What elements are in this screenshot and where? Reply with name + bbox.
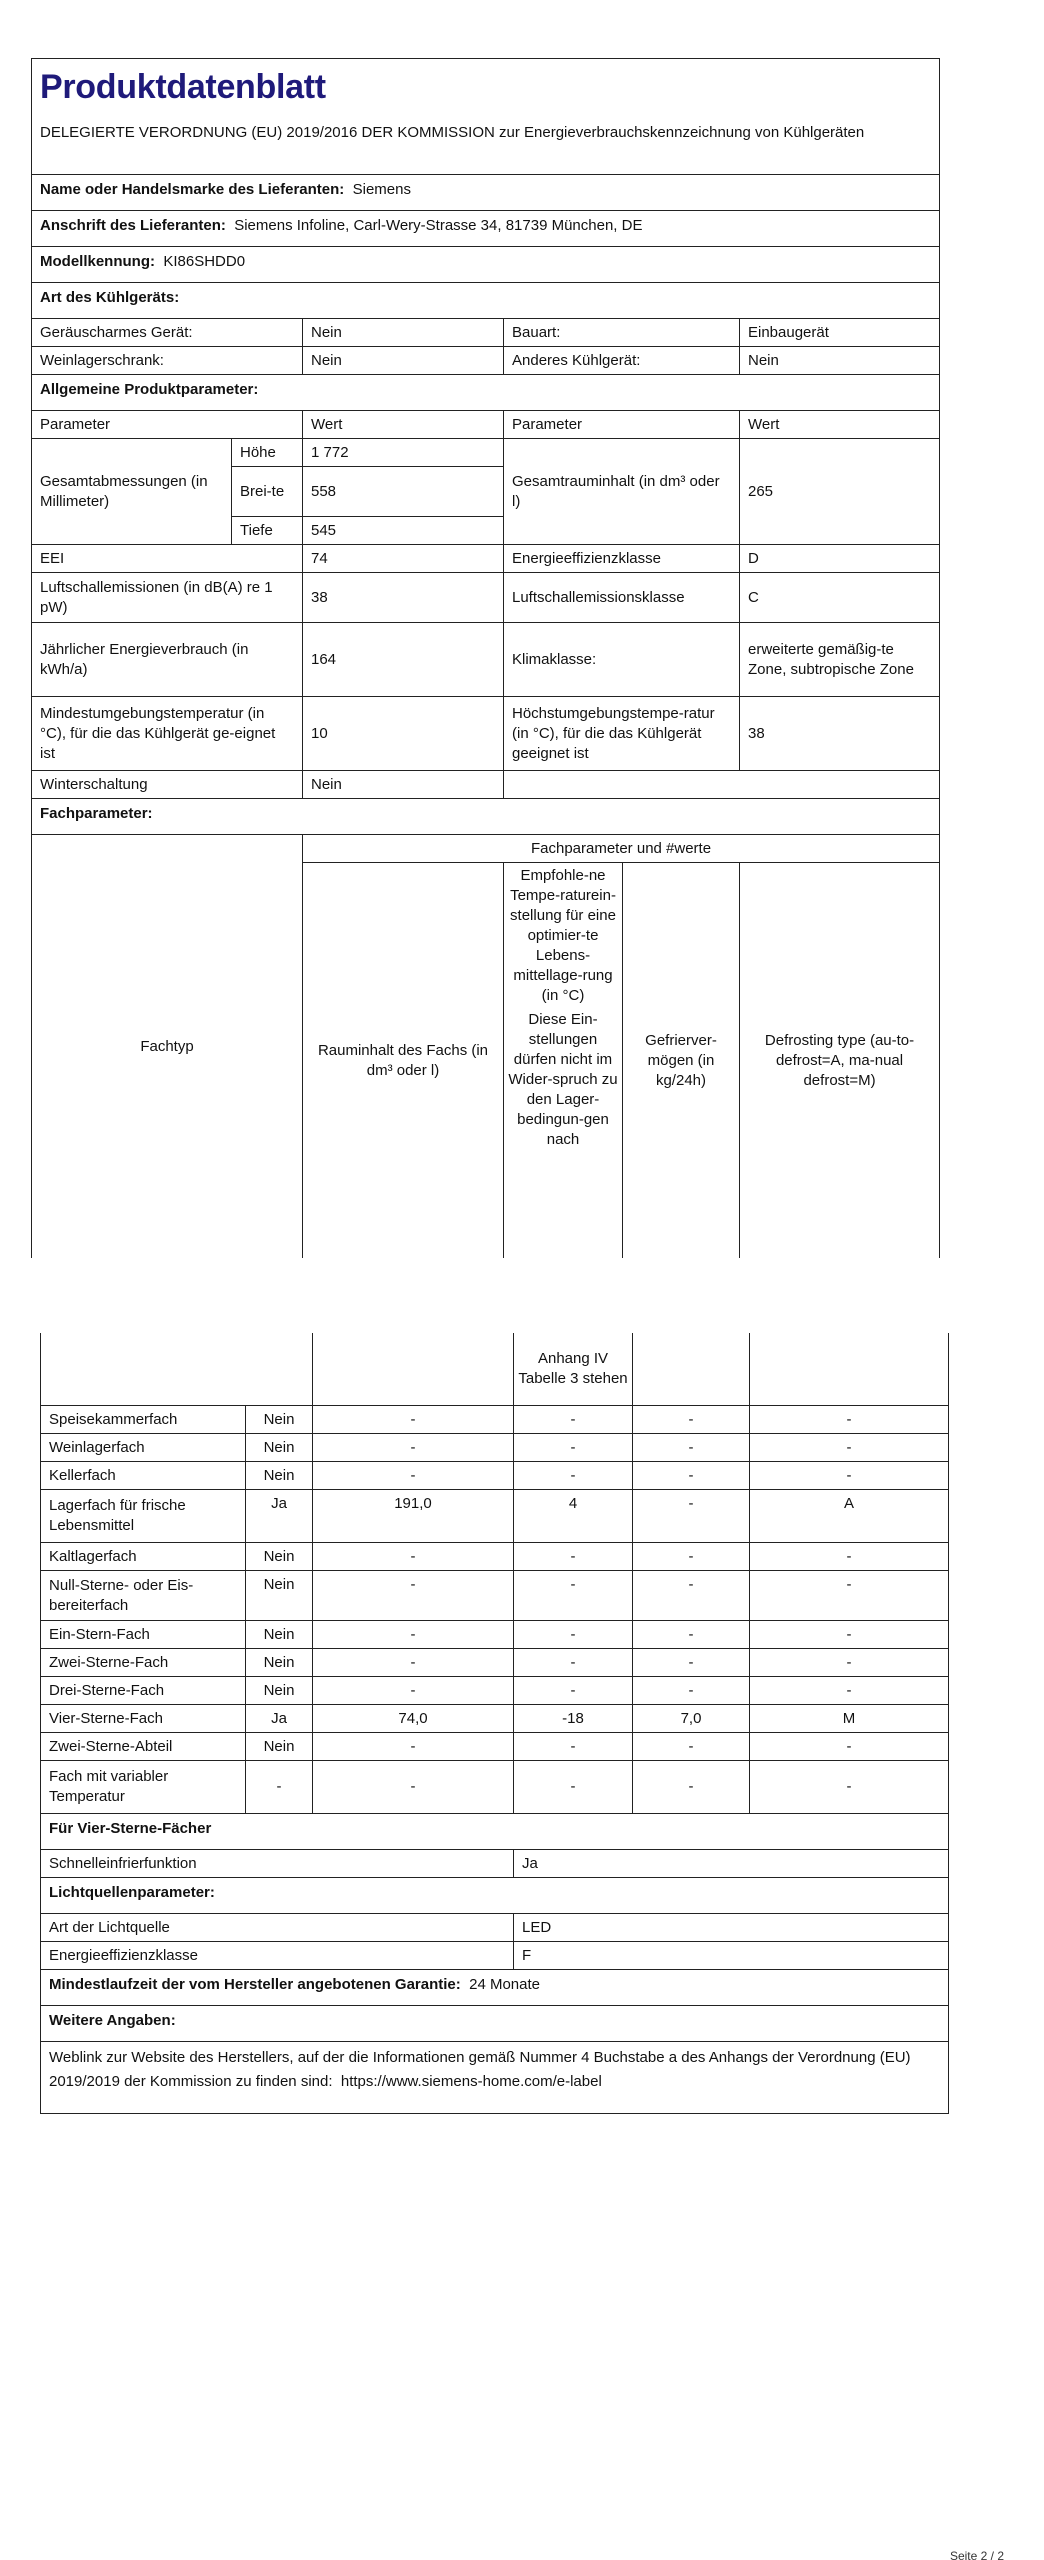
compartment-freeze: - bbox=[633, 1676, 750, 1704]
compartment-volume: - bbox=[313, 1433, 514, 1461]
compartment-defrost: A bbox=[750, 1489, 949, 1542]
table-row bbox=[41, 1461, 949, 1489]
compartment-temp: - bbox=[514, 1676, 633, 1704]
col-group-header: Fachparameter und #werte bbox=[303, 835, 940, 863]
col-freeze: Gefrierver-mögen (in kg/24h) bbox=[623, 863, 740, 1258]
dimensions-label: Gesamtabmessungen (in Millimeter) bbox=[32, 439, 232, 545]
compartment-type: Zwei-Sterne-Abteil bbox=[41, 1732, 246, 1760]
quick-freeze-row bbox=[41, 1849, 949, 1877]
compartment-type: Zwei-Sterne-Fach bbox=[41, 1648, 246, 1676]
compartment-volume: - bbox=[313, 1676, 514, 1704]
light-type-row bbox=[41, 1913, 949, 1941]
title-row bbox=[32, 59, 940, 175]
four-star-heading: Für Vier-Sterne-Fächer bbox=[41, 1813, 949, 1849]
height-label: Höhe bbox=[232, 439, 303, 467]
dimensions-row-height bbox=[32, 439, 940, 467]
noise-emission-label: Luftschallemissionen (in dB(A) re 1 pW) bbox=[32, 573, 303, 623]
compartment-volume: - bbox=[313, 1620, 514, 1648]
compartment-table bbox=[40, 1333, 949, 2114]
datasheet-table-top bbox=[31, 58, 940, 835]
datasheet-page-2 bbox=[40, 1333, 948, 2114]
datasheet-page-1 bbox=[31, 58, 939, 1258]
compartment-volume: - bbox=[313, 1760, 514, 1813]
winter-row bbox=[32, 771, 940, 799]
compartment-type: Fach mit variabler Temperatur bbox=[41, 1760, 246, 1813]
compartment-group-header bbox=[32, 835, 940, 863]
annual-energy-label: Jährlicher Energieverbrauch (in kWh/a) bbox=[32, 623, 303, 697]
compartment-freeze: - bbox=[633, 1760, 750, 1813]
other-appliance-value: Nein bbox=[740, 347, 940, 375]
empty-cell bbox=[41, 1333, 313, 1405]
compartment-freeze: 7,0 bbox=[633, 1704, 750, 1732]
col-header-value: Wert bbox=[303, 411, 504, 439]
eei-row bbox=[32, 545, 940, 573]
compartment-volume: - bbox=[313, 1461, 514, 1489]
compartment-defrost: - bbox=[750, 1433, 949, 1461]
device-type-row bbox=[32, 319, 940, 347]
supplier-name-row bbox=[32, 175, 940, 211]
low-noise-label: Geräuscharmes Gerät: bbox=[32, 319, 303, 347]
height-value: 1 772 bbox=[303, 439, 504, 467]
compartment-type: Kellerfach bbox=[41, 1461, 246, 1489]
noise-row bbox=[32, 573, 940, 623]
regulation-text: DELEGIERTE VERORDNUNG (EU) 2019/2016 DER KOMMISSION zur Energieverbrauchskennzeichnung von Kühlgeräten bbox=[40, 124, 865, 141]
compartment-freeze: - bbox=[633, 1570, 750, 1620]
compartment-freeze: - bbox=[633, 1648, 750, 1676]
col-temp bbox=[504, 863, 623, 1258]
compartment-freeze: - bbox=[633, 1433, 750, 1461]
general-params-header bbox=[32, 411, 940, 439]
depth-value: 545 bbox=[303, 517, 504, 545]
compartment-section bbox=[32, 799, 940, 835]
quick-freeze-label: Schnelleinfrierfunktion bbox=[41, 1849, 514, 1877]
compartment-freeze: - bbox=[633, 1489, 750, 1542]
wine-cabinet-label: Weinlagerschrank: bbox=[32, 347, 303, 375]
compartment-type: Drei-Sterne-Fach bbox=[41, 1676, 246, 1704]
compartment-type: Null-Sterne- oder Eis-bereiterfach bbox=[41, 1570, 246, 1620]
compartment-temp: -18 bbox=[514, 1704, 633, 1732]
compartment-volume: - bbox=[313, 1732, 514, 1760]
compartment-defrost: - bbox=[750, 1461, 949, 1489]
compartment-defrost: - bbox=[750, 1676, 949, 1704]
weblink-row bbox=[41, 2041, 949, 2113]
compartment-type: Lagerfach für frische Lebensmittel bbox=[41, 1489, 246, 1542]
table-row bbox=[41, 1489, 949, 1542]
col-compartment-type: Fachtyp bbox=[32, 835, 303, 1258]
device-type-heading: Art des Kühlgeräts: bbox=[32, 283, 940, 319]
table-row bbox=[41, 1433, 949, 1461]
compartment-temp: - bbox=[514, 1760, 633, 1813]
energy-class-label: Energieeffizienzklasse bbox=[504, 545, 740, 573]
climate-class-value: erweiterte gemäßig-te Zone, subtropische Zone bbox=[740, 623, 940, 697]
design-value: Einbaugerät bbox=[740, 319, 940, 347]
warranty-label: Mindestlaufzeit der vom Hersteller angebotenen Garantie: bbox=[49, 1975, 461, 1993]
weblink-text: Weblink zur Website des Herstellers, auf der die Informationen gemäß Nummer 4 Buchstabe a des Anhangs der Verordnung (EU) 2019/2019 der Kommission zu finden sind: bbox=[49, 2048, 911, 2090]
supplier-address-label: Anschrift des Lieferanten: bbox=[40, 217, 226, 234]
compartment-present: Nein bbox=[246, 1433, 313, 1461]
eei-label: EEI bbox=[32, 545, 303, 573]
light-class-label: Energieeffizienzklasse bbox=[41, 1941, 514, 1969]
winter-value: Nein bbox=[303, 771, 504, 799]
compartment-volume: - bbox=[313, 1405, 514, 1433]
noise-class-label: Luftschallemissionsklasse bbox=[504, 573, 740, 623]
compartment-defrost: - bbox=[750, 1760, 949, 1813]
compartment-type: Vier-Sterne-Fach bbox=[41, 1704, 246, 1732]
compartment-defrost: - bbox=[750, 1405, 949, 1433]
compartment-type: Weinlagerfach bbox=[41, 1433, 246, 1461]
other-appliance-label: Anderes Kühlgerät: bbox=[504, 347, 740, 375]
compartment-type: Ein-Stern-Fach bbox=[41, 1620, 246, 1648]
general-params-heading: Allgemeine Produktparameter: bbox=[32, 375, 940, 411]
compartment-header-table bbox=[31, 834, 940, 1258]
light-class-row bbox=[41, 1941, 949, 1969]
compartment-type: Kaltlagerfach bbox=[41, 1542, 246, 1570]
device-type-row bbox=[32, 347, 940, 375]
compartment-volume: - bbox=[313, 1542, 514, 1570]
max-temp-label: Höchstumgebungstempe-ratur (in °C), für die das Kühlgerät geeignet ist bbox=[504, 697, 740, 771]
col-temp-text: Empfohle-ne Tempe-raturein-stellung für eine optimier-te Lebens-mittellage-rung (in °C) bbox=[510, 867, 616, 1004]
compartment-defrost: - bbox=[750, 1570, 949, 1620]
model-row bbox=[32, 247, 940, 283]
compartment-present: Nein bbox=[246, 1570, 313, 1620]
table-row bbox=[41, 1620, 949, 1648]
col-header-parameter: Parameter bbox=[32, 411, 303, 439]
compartment-volume: 74,0 bbox=[313, 1704, 514, 1732]
compartment-present: Ja bbox=[246, 1704, 313, 1732]
table-row bbox=[41, 1542, 949, 1570]
compartment-freeze: - bbox=[633, 1461, 750, 1489]
eei-value: 74 bbox=[303, 545, 504, 573]
compartment-freeze: - bbox=[633, 1405, 750, 1433]
compartment-present: Nein bbox=[246, 1676, 313, 1704]
winter-label: Winterschaltung bbox=[32, 771, 303, 799]
width-value: 558 bbox=[303, 467, 504, 517]
compartment-defrost: - bbox=[750, 1648, 949, 1676]
compartment-freeze: - bbox=[633, 1620, 750, 1648]
light-heading: Lichtquellenparameter: bbox=[41, 1877, 949, 1913]
general-params-section bbox=[32, 375, 940, 411]
compartment-temp: - bbox=[514, 1405, 633, 1433]
table-row bbox=[41, 1648, 949, 1676]
climate-class-label: Klimaklasse: bbox=[504, 623, 740, 697]
table-row bbox=[41, 1704, 949, 1732]
total-volume-value: 265 bbox=[740, 439, 940, 545]
temperature-range-row bbox=[32, 697, 940, 771]
compartment-defrost: M bbox=[750, 1704, 949, 1732]
empty-cell bbox=[313, 1333, 514, 1405]
model-label: Modellkennung: bbox=[40, 253, 155, 270]
noise-class-value: C bbox=[740, 573, 940, 623]
width-label: Brei-te bbox=[232, 467, 303, 517]
col-volume: Rauminhalt des Fachs (in dm³ oder l) bbox=[303, 863, 504, 1258]
compartment-volume: - bbox=[313, 1648, 514, 1676]
compartment-present: Nein bbox=[246, 1405, 313, 1433]
compartment-present: Ja bbox=[246, 1489, 313, 1542]
supplier-address-value: Siemens Infoline, Carl-Wery-Strasse 34, 81739 München, DE bbox=[234, 217, 643, 234]
table-row bbox=[41, 1676, 949, 1704]
table-row bbox=[41, 1570, 949, 1620]
energy-consumption-row bbox=[32, 623, 940, 697]
col-header-parameter-2: Parameter bbox=[504, 411, 740, 439]
compartment-present: Nein bbox=[246, 1732, 313, 1760]
empty-cell bbox=[633, 1333, 750, 1405]
further-section bbox=[41, 2005, 949, 2041]
compartment-present: Nein bbox=[246, 1461, 313, 1489]
page-title: Produktdatenblatt bbox=[40, 68, 326, 106]
compartment-present: - bbox=[246, 1760, 313, 1813]
light-class-value: F bbox=[514, 1941, 949, 1969]
quick-freeze-value: Ja bbox=[514, 1849, 949, 1877]
weblink-url[interactable]: https://www.siemens-home.com/e-label bbox=[340, 2072, 602, 2090]
supplier-address-row bbox=[32, 211, 940, 247]
page-number: Seite 2 / 2 bbox=[949, 2549, 1004, 2560]
compartment-temp: - bbox=[514, 1648, 633, 1676]
compartment-volume: - bbox=[313, 1570, 514, 1620]
four-star-section bbox=[41, 1813, 949, 1849]
min-temp-label: Mindestumgebungstemperatur (in °C), für die das Kühlgerät ge-eignet ist bbox=[32, 697, 303, 771]
compartment-defrost: - bbox=[750, 1620, 949, 1648]
noise-emission-value: 38 bbox=[303, 573, 504, 623]
empty-cell bbox=[750, 1333, 949, 1405]
col-defrost: Defrosting type (au-to-defrost=A, ma-nual defrost=M) bbox=[740, 863, 940, 1258]
min-temp-value: 10 bbox=[303, 697, 504, 771]
compartment-temp: - bbox=[514, 1732, 633, 1760]
compartment-temp: - bbox=[514, 1570, 633, 1620]
further-heading: Weitere Angaben: bbox=[41, 2005, 949, 2041]
compartment-present: Nein bbox=[246, 1648, 313, 1676]
annual-energy-value: 164 bbox=[303, 623, 504, 697]
compartment-temp: - bbox=[514, 1542, 633, 1570]
table-row bbox=[41, 1732, 949, 1760]
compartment-temp: - bbox=[514, 1433, 633, 1461]
col-temp-note: Diese Ein-stellungen dürfen nicht im Wider-spruch zu den Lager-bedingun-gen nach bbox=[508, 1011, 618, 1148]
compartment-temp: - bbox=[514, 1620, 633, 1648]
compartment-present: Nein bbox=[246, 1620, 313, 1648]
table-row bbox=[41, 1405, 949, 1433]
device-type-section bbox=[32, 283, 940, 319]
depth-label: Tiefe bbox=[232, 517, 303, 545]
total-volume-label: Gesamtrauminhalt (in dm³ oder l) bbox=[504, 439, 740, 545]
wine-cabinet-value: Nein bbox=[303, 347, 504, 375]
compartment-temp: - bbox=[514, 1461, 633, 1489]
compartment-header-continued bbox=[41, 1333, 949, 1405]
compartment-defrost: - bbox=[750, 1542, 949, 1570]
warranty-row bbox=[41, 1969, 949, 2005]
light-type-label: Art der Lichtquelle bbox=[41, 1913, 514, 1941]
warranty-value: 24 Monate bbox=[469, 1975, 540, 1993]
compartment-temp: 4 bbox=[514, 1489, 633, 1542]
energy-class-value: D bbox=[740, 545, 940, 573]
supplier-name-value: Siemens bbox=[352, 181, 411, 198]
light-section bbox=[41, 1877, 949, 1913]
empty-cell bbox=[504, 771, 940, 799]
col-temp-note-continued: Anhang IV Tabelle 3 stehen bbox=[514, 1333, 633, 1405]
compartment-heading: Fachparameter: bbox=[32, 799, 940, 835]
light-type-value: LED bbox=[514, 1913, 949, 1941]
supplier-name-label: Name oder Handelsmarke des Lieferanten: bbox=[40, 181, 345, 198]
compartment-freeze: - bbox=[633, 1542, 750, 1570]
compartment-volume: 191,0 bbox=[313, 1489, 514, 1542]
max-temp-value: 38 bbox=[740, 697, 940, 771]
compartment-freeze: - bbox=[633, 1732, 750, 1760]
compartment-defrost: - bbox=[750, 1732, 949, 1760]
col-header-value-2: Wert bbox=[740, 411, 940, 439]
compartment-present: Nein bbox=[246, 1542, 313, 1570]
low-noise-value: Nein bbox=[303, 319, 504, 347]
model-value: KI86SHDD0 bbox=[163, 253, 246, 270]
compartment-type: Speisekammerfach bbox=[41, 1405, 246, 1433]
design-label: Bauart: bbox=[504, 319, 740, 347]
table-row bbox=[41, 1760, 949, 1813]
